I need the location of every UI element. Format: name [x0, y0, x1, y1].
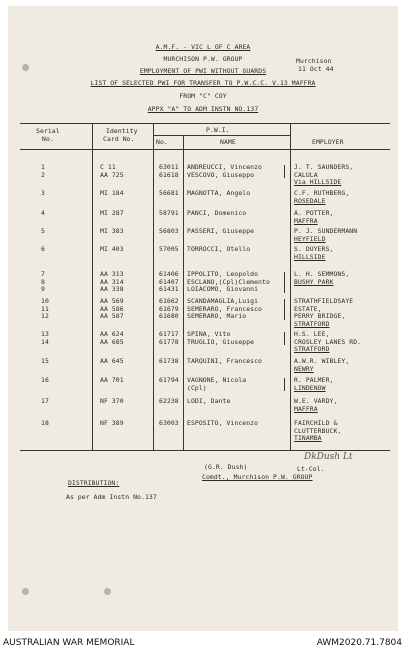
identity-card-number: AA 586: [100, 304, 124, 313]
pwi-subheader-rule: [153, 135, 290, 136]
serial-number: 7: [41, 270, 45, 278]
serial-number: 16: [41, 376, 49, 384]
col-identity-line-1: Identity: [106, 127, 138, 135]
employer: CROSLEY LANES RD.: [294, 337, 362, 346]
pwi-name: LODI, Dante: [187, 397, 231, 405]
serial-number: 12: [41, 312, 49, 321]
signature-name: (G.R. Dush): [204, 463, 248, 471]
employer: P. J. SUNDERMANN: [294, 227, 358, 235]
serial-number: 15: [41, 357, 49, 365]
signature-rank: Lt-Col.: [297, 465, 325, 473]
pwi-name: PASSERI, Giuseppe: [187, 227, 255, 235]
pwi-number: 61680: [159, 312, 179, 321]
pwi-name: IPPOLITO, Leopoldo: [187, 270, 259, 278]
employer: LINDENOW: [294, 383, 326, 392]
signature-title: Comdt., Murchison P.W. GROUP: [202, 473, 313, 481]
header-place: Murchison: [296, 57, 332, 65]
group-brace: [284, 272, 285, 293]
identity-card-number: MI 403: [100, 245, 124, 253]
pwi-number: 63003: [159, 419, 179, 427]
punch-hole: [104, 588, 111, 595]
pwi-number: 61794: [159, 376, 179, 384]
employer: ESTATE,: [294, 304, 322, 313]
employer: A. POTTER,: [294, 209, 334, 217]
handwritten-signature: DkDush Lt: [304, 452, 353, 462]
punch-hole: [22, 588, 29, 595]
pwi-name: TORROCCI, Otello: [187, 245, 251, 253]
employer: L. H. SEMMONS,: [294, 270, 350, 278]
pwi-name: MAGNOTTA, Angelo: [187, 189, 251, 197]
employer: CLUTTERBUCK,: [294, 426, 342, 435]
col-identity-line-2: Card No.: [103, 135, 135, 143]
employer: R. PALMER,: [294, 376, 334, 384]
serial-number: 8: [41, 277, 45, 286]
identity-card-number: MI 287: [100, 209, 124, 217]
table-row: [8, 420, 398, 450]
serial-number: 5: [41, 227, 45, 235]
identity-card-number: AA 338: [100, 285, 124, 294]
identity-card-number: MI 383: [100, 227, 124, 235]
identity-card-number: AA 314: [100, 277, 124, 286]
pwi-name: PANCI, Domenico: [187, 209, 247, 217]
employer: MAFFRA: [294, 216, 318, 225]
employer: CALULA: [294, 170, 318, 179]
pwi-number: 63011: [159, 163, 179, 171]
identity-card-number: AA 569: [100, 297, 124, 305]
pwi-number: 56681: [159, 189, 179, 197]
identity-card-number: AA 624: [100, 330, 124, 338]
header-date: 11 Oct 44: [298, 65, 334, 73]
pwi-number: 61406: [159, 270, 179, 278]
identity-card-number: MI 184: [100, 189, 124, 197]
footer-accession-number: AWM2020.71.7804: [316, 638, 402, 648]
col-name: NAME: [220, 138, 236, 146]
col-serial-line-1: Serial: [36, 127, 60, 135]
pwi-number: 61662: [159, 297, 179, 305]
pwi-name: SPINA, Vito: [187, 330, 231, 338]
employer: FAIRCHILD &: [294, 419, 338, 427]
pwi-number: 61679: [159, 304, 179, 313]
pwi-name: ESPOSITO, Vincenzo: [187, 419, 259, 427]
col-no: No.: [156, 138, 168, 146]
header-line-1: A.M.F. - VIC L OF C AREA: [155, 43, 251, 51]
employer: S. DUYERS,: [294, 245, 334, 253]
serial-number: 18: [41, 419, 49, 427]
pwi-number: 61717: [159, 330, 179, 338]
pwi-number: 57005: [159, 245, 179, 253]
pwi-number: 61738: [159, 357, 179, 365]
col-serial-line-2: No.: [42, 135, 54, 143]
header-line-6: APPX "A" TO ADM INSTN NO.137: [147, 105, 259, 113]
employer: ROSEDALE: [294, 196, 326, 205]
pwi-name: SEMERARO, Mario: [187, 312, 247, 321]
serial-number: 6: [41, 245, 45, 253]
employer: TINAMBA: [294, 434, 322, 443]
pwi-name: ANDREUCCI, Vincenzo: [187, 163, 263, 171]
identity-card-number: AA 645: [100, 357, 124, 365]
identity-card-number: NF 370: [100, 397, 124, 405]
identity-card-number: NF 389: [100, 419, 124, 427]
serial-number: 13: [41, 330, 49, 338]
employer: A.W.R. WIBLEY,: [294, 357, 350, 365]
col-employer: EMPLOYER: [312, 138, 344, 146]
pwi-name: TRUGLIO, Giuseppe: [187, 337, 255, 346]
identity-card-number: AA 701: [100, 376, 124, 384]
pwi-name: VESCOVO, Giuseppo: [187, 170, 255, 179]
header-line-3: EMPLOYMENT OF PWI WITHOUT GUARDS: [139, 67, 267, 75]
table-header-rule: [20, 149, 390, 150]
identity-card-number: C 11: [100, 163, 116, 171]
table-bottom-rule: [20, 450, 390, 451]
pwi-number: 58791: [159, 209, 179, 217]
distribution-heading: DISTRIBUTION:: [68, 479, 120, 487]
pwi-name: SCANDAMAGLIA,Luigi: [187, 297, 259, 305]
employer: J. T. SAUNDERS,: [294, 163, 354, 171]
identity-card-number: AA 313: [100, 270, 124, 278]
header-line-2: MURCHISON P.W. GROUP: [163, 55, 243, 63]
identity-card-number: AA 587: [100, 312, 124, 321]
distribution-text: As per Adm Instn No.137: [66, 493, 157, 501]
footer-institution: AUSTRALIAN WAR MEMORIAL: [3, 638, 135, 648]
document-page: [8, 6, 398, 631]
employer: HILLSIDE: [294, 252, 326, 261]
serial-number: 3: [41, 189, 45, 197]
employer: H.S. LEE,: [294, 330, 330, 338]
employer: MAFFRA: [294, 404, 318, 413]
pwi-number: 62238: [159, 397, 179, 405]
header-line-5: FROM "C" COY: [179, 92, 227, 100]
group-brace: [284, 165, 285, 178]
employer: Via HILLSIDE: [294, 178, 342, 187]
serial-number: 14: [41, 337, 49, 346]
archive-footer: [0, 637, 406, 653]
header-line-4: LIST OF SELECTED PWI FOR TRANSFER TO P.W.C.C. V.13 MAFFRA: [90, 79, 316, 87]
employer: C.F. RUTHBERG,: [294, 189, 350, 197]
employer: BUSHY PARK: [294, 277, 334, 286]
group-brace: [284, 299, 285, 320]
group-brace: [284, 378, 285, 391]
employer: NEWRY: [294, 364, 314, 373]
identity-card-number: AA 685: [100, 337, 124, 346]
col-pwi: P.W.I.: [206, 126, 230, 134]
table-top-rule: [20, 123, 390, 124]
pwi-number: 61618: [159, 170, 179, 179]
pwi-number: 61431: [159, 285, 179, 294]
pwi-name: (Cpl): [187, 383, 207, 392]
pwi-name: SEMERARO, Francesco: [187, 304, 263, 313]
serial-number: 17: [41, 397, 49, 405]
employer: PERRY BRIDGE,: [294, 312, 346, 321]
pwi-number: 61407: [159, 277, 179, 286]
pwi-name: VAGNONE, Nicola: [187, 376, 247, 384]
identity-card-number: AA 725: [100, 170, 124, 179]
pwi-name: TARQUINI, Francesco: [187, 357, 263, 365]
employer: STRATFORD: [294, 319, 330, 328]
pwi-number: 56803: [159, 227, 179, 235]
pwi-name: LOIACOMO, Giovanni: [187, 285, 259, 294]
serial-number: 11: [41, 304, 49, 313]
serial-number: 10: [41, 297, 49, 305]
pwi-number: 61778: [159, 337, 179, 346]
group-brace: [284, 332, 285, 345]
pwi-name: ESCLANO,(Cpl)Clemento: [187, 277, 270, 286]
employer: STRATHFIELDSAYE: [294, 297, 354, 305]
employer: HEYFIELD: [294, 234, 326, 243]
serial-number: 2: [41, 170, 45, 179]
table-row: [8, 298, 398, 328]
serial-number: 1: [41, 163, 45, 171]
employer: W.E. VARDY,: [294, 397, 338, 405]
serial-number: 4: [41, 209, 45, 217]
serial-number: 9: [41, 285, 45, 294]
employer: STRATFORD: [294, 345, 330, 354]
